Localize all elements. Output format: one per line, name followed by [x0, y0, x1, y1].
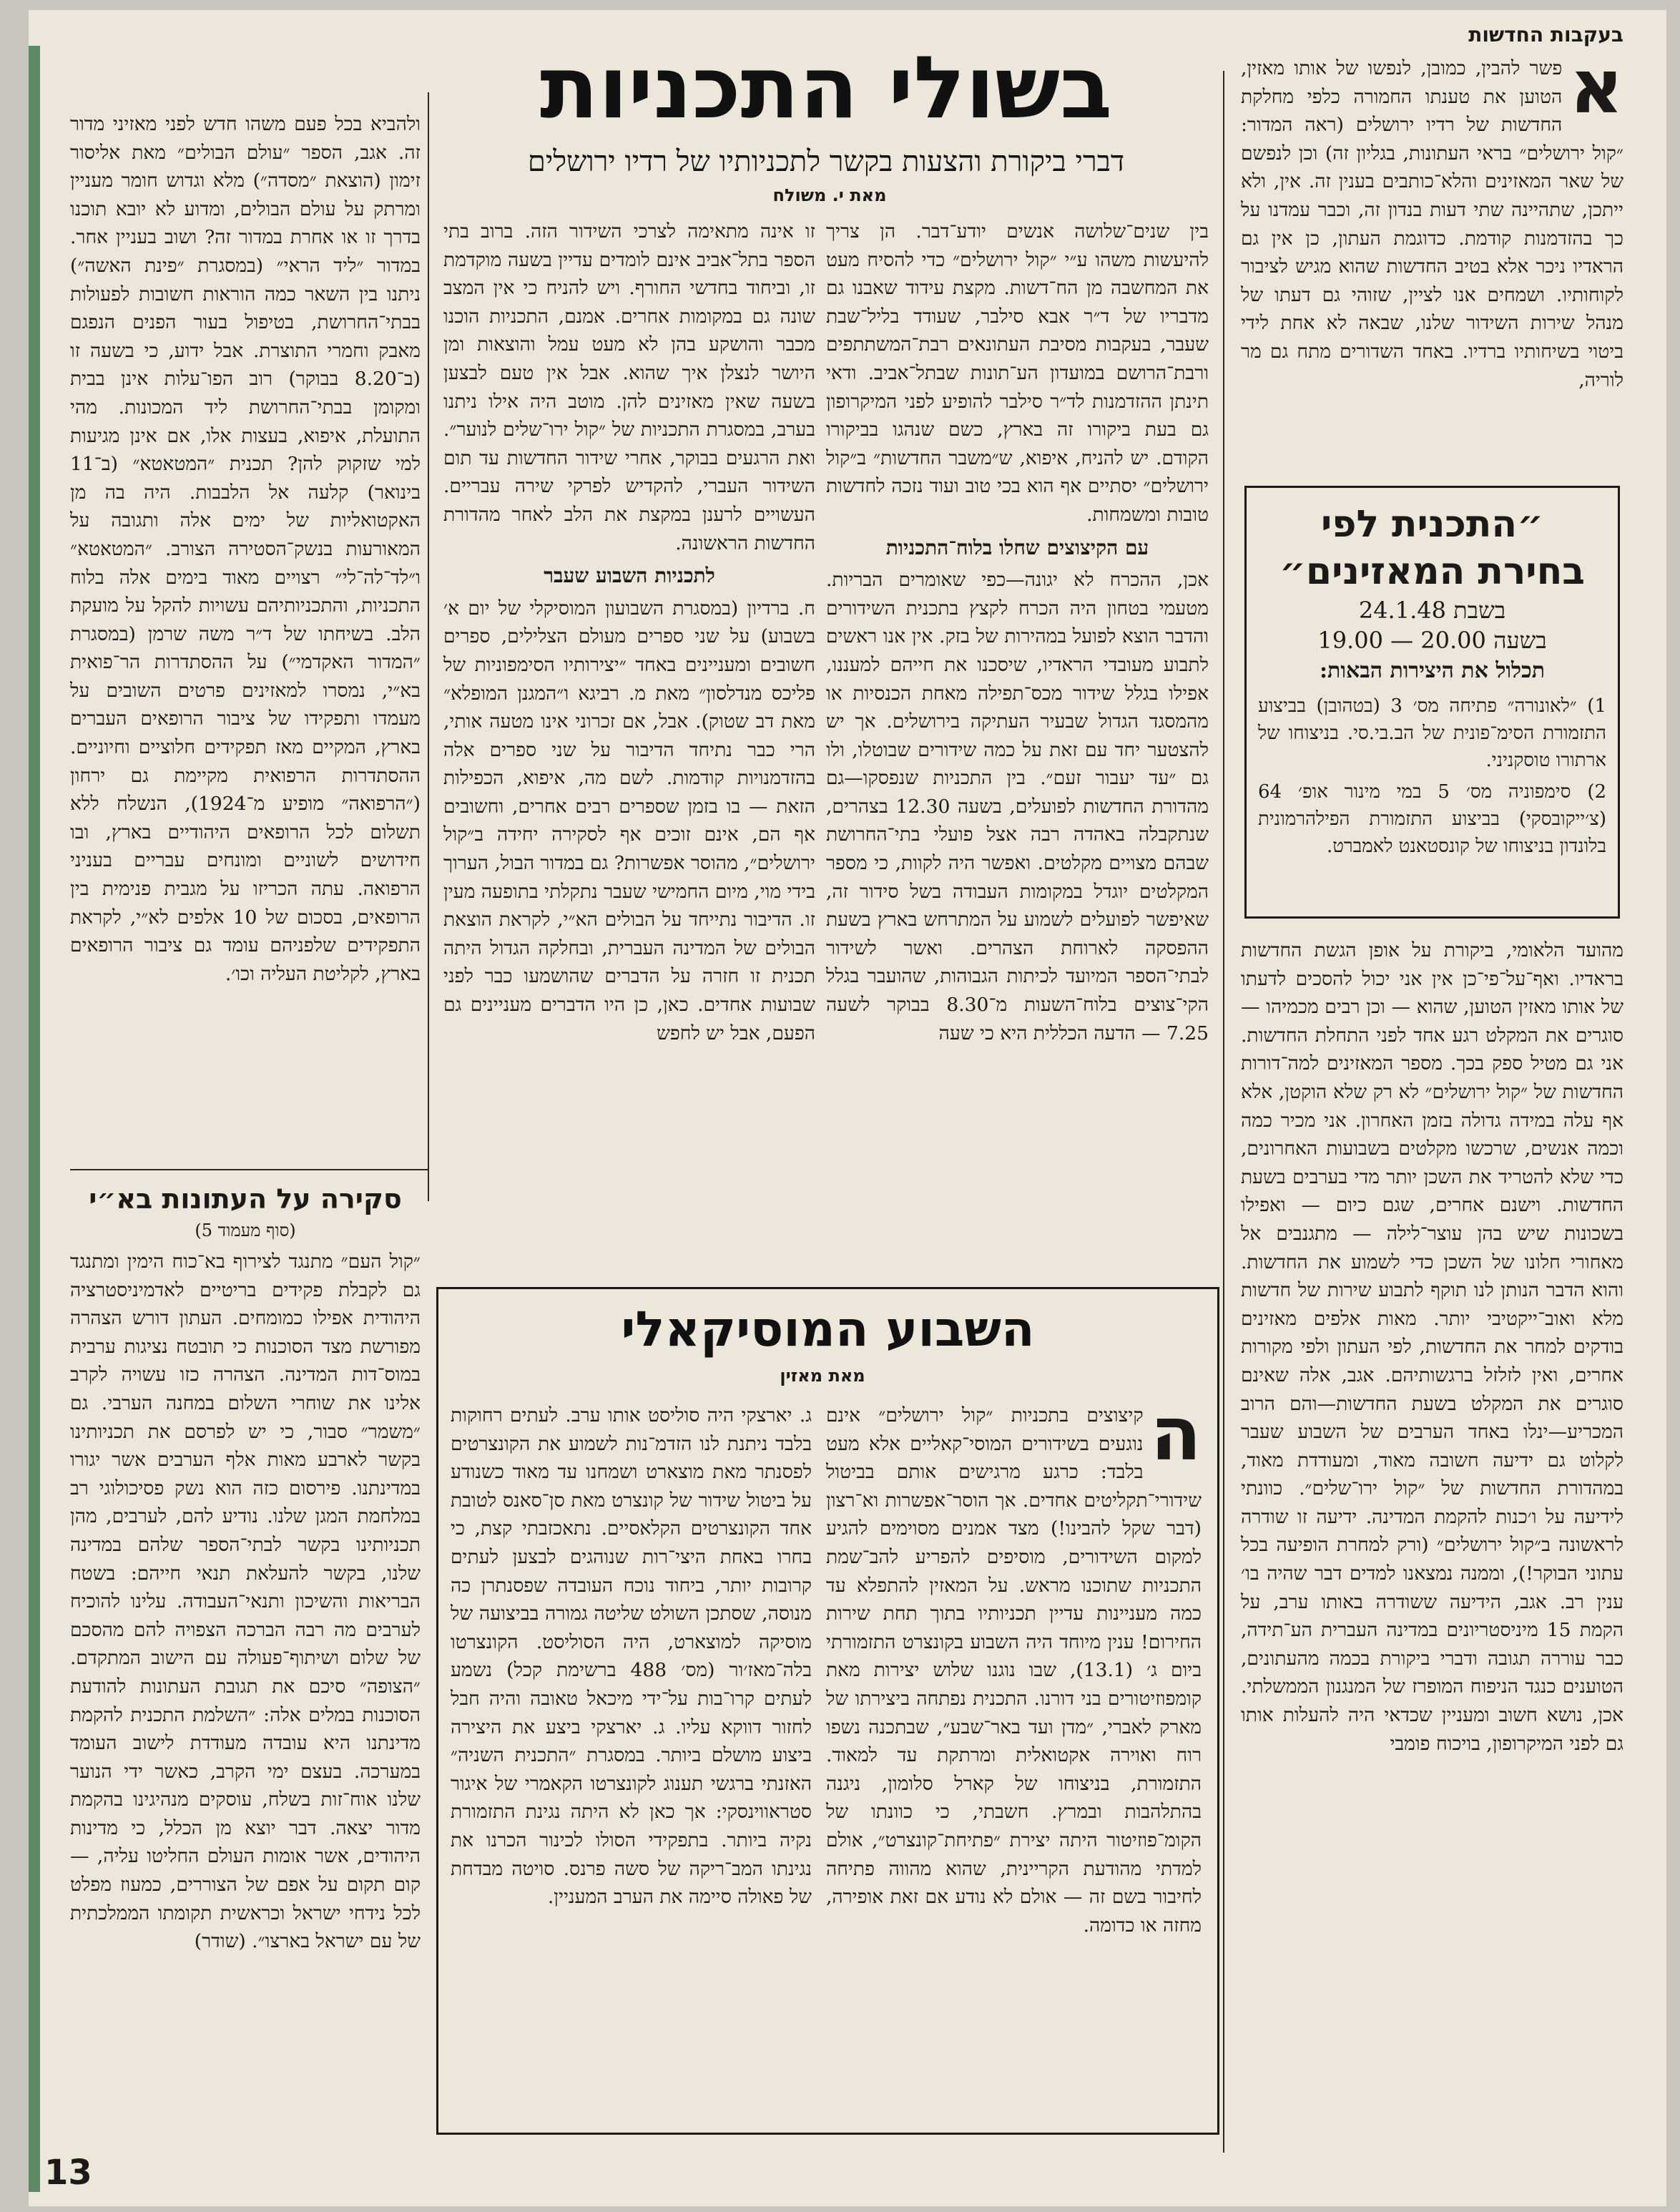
- main-col1-para2: אכן, ההכרח לא יגונה—כפי שאומרים הבריות. מטעמי בטחון היה הכרח לקצץ בתכנית השידורים והדבר הוצא לפועל במהירות של בזק. אין אנו ראשים לתבוע מעובדי הראדיו, שיסכנו את חייהם למעננו, אפילו בגלל שידור מכס־תפילה מאחת הכנסיות או מהמסגד הגדול שבעיר העתיקה בירושלים. אך יש להצטער יחד עם זאת על כמה שידורים שבוטלו, ולו גם ״עד יעבור זעם״. בין התכניות שנפסקו—גם מהדורת החדשות לפועלים, בשעה 12.30 בצהרים, שנתקבלה באהדה רבה אצל פועלי בתי־החרושת שבהם מצויים מקלטים. ואפשר היה לקוות, כי מספר המקלטים יוגדל במקומות העבודה בשל סידור זה, שאיפשר לפועלים לשמוע על המתרחש בארץ בשעת ההפסקה לארוחת הצהרים. ואשר לשידור לבתי־הספר המיועד לכיתות הגבוהות, שהועבר בגלל הקי־צוצים בלוח־השעות מ־8.30 בבוקר לשעה 7.25 — הדעה הכללית היא כי שעה: [826, 569, 1209, 1044]
- main-col1-para: בין שנים־שלושה אנשים יודע־דבר. הן צריך להיעשות משהו ע״י ״קול ירושלים״ כדי להסיח מעט את המחשבה מן הח־דשות. מקצת עידוד שאבנו גם מדבריו של ד״ר אבא סילבר, שעודד בליל־שבת שעבר, בעקבות מסיבת העתונאים רבת־המשתתפים ורבת־הרושם במועדון הע־תונות שבתל־אביב. ודאי תינתן ההזדמנות לד״ר סילבר להופיע לפני המיקרופון גם בעת ביקורו זה בארץ, כשם שנהגו בביקורו הקודם. יש להניח, איפוא, ש״משבר החדשות״ ב״קול ירושלים״ יסתיים אף הוא בכי טוב ועוד נזכה לחדשות טובות ומשמחות.: [826, 220, 1209, 526]
- section-label: בעקבות החדשות: [1468, 23, 1623, 47]
- music-col-2: ג. יארצקי היה סוליסט אותו ערב. לעתים רחוקות בלבד ניתנת לנו הזדמ־נות לשמוע את הקונצרטים לפסנתר מאת מוצארט ושמחנו עד מאוד כשנודע על ביטול שידור של קונצרט מאת סן־סאנס לטובת אחד הקונצרטים הקלאסיים. נתאכזבתי קצת, כי בחרו באחת היצי־רות שנוהגים לבצען לעתים קרובות יותר, ביחוד נוכח העובדה שפסנתרן כה מנוסה, שסתכן השולט שליטה גמורה בביצועה של מוסיקה למוצארט, היה הסוליסט. הקונצרטו בלה־מאז׳ור (מס׳ 488 ברשימת קכל) נשמע לעתים קרו־בות על־ידי מיכאל טאובה והיה חבל לחזור דווקא עליו. ג. יארצקי ביצע את היצירה ביצוע מושלם ביותר. במסגרת ״התכנית השניה״ האזנתי ברגשי תענוג לקונצרטו הקאמרי של איגור סטראווינסקי: אך כאן לא היתה נגינת התזמורת נקיה ביותר. בתפקידי הסולו לכינור הכרנו את נגינתו המב־ריקה של סשה פרנס. סויטה מבדחת של פאולה סיימה את הערב המעניין.: [451, 1404, 812, 1909]
- right-text-1: פשר להבין, כמובן, לנפשו של אותו מאזין, הטוען את טענתו החמורה כלפי מחלקת החדשות של רדיו ירושלים (ראה המדור: ״קול ירושלים״ בראי העתונות, בגליון זה) וכן לנפשם של שאר המאזינים והלא־כותבים בענין זה. אין, ולא ייתכן, שתהיינה שתי דעות בנדון זה, וכבר עמדנו על כך בהזדמנות קודמת. כדוגמת העתון, כן אין גם הראדיו ניכר אלא בטיב החדשות שהוא מגיש לציבור לקוחותיו. ושמחים אנו לציין, שזוהי גם דעתו של מנהל שירות השידור שלנו, שבאה לא אחת לידי ביטוי בשיחותיו ברדיו. באחד השדורים מתח גם מר לוריה,: [1241, 57, 1623, 391]
- music-title: השבוע המוסיקאלי: [621, 1301, 1035, 1358]
- right-column-text-bottom: מהועד הלאומי, ביקורת על אופן הגשת החדשות בראדיו. ואף־על־פי־כן אין אני יכול להסכים לדעתו של אותו מאזין הטוען, שהוא — וכן רבים מכמיהו — סוגרים את המקלט רגע אחד לפני התחלת החדשות. אני גם מטיל ספק בכך. מספר המאזינים למה־דורות החדשות של ״קול ירושלים״ לא רק שלא הוקטן, אלא אף עלה במידה גדולה בזמן האחרון. אני מכיר כמה וכמה אנשים, שרכשו מקלטים בשבועות האחרונים, כדי שלא להטריד את השכן יותר מדי בערבים בשעת החדשות. וישנם אחרים, שגם כיום — ואפילו בשכונות שיש בהן עוצר־לילה — מתגנבים אל מאחורי חלונו של השכן כדי לשמוע את החדשות. והוא הדבר הנותן לנו תוקף לתבוע שירות של חדשות מלא ואוב־ייקטיבי יותר. מאות אלפים מאזינים בודקים למחר את החדשות, לפי העתון ולפי מקורות אחרים, ואין לזלזל ברגשותיהם. אגב, אלה שאינם סוגרים את המקלט בשעת החדשות—והם הרוב המכריע—ינלו באחד הערבים של השבוע שעבר לקלוט גם ידיעה חשובה מאוד, ומעודדת מאוד, במהדורת החדשות של ״קול ירו־שלים״. כוונתי לידיעה על ו׳כנות להקמת המדינה. ידיעה זו שודרה לראשונה ב״קול ירושלים״ (ורק למחרת הופיעה בכל עתוני הבוקר!), וממנה נמצאנו למדים דבר שהיה בו׳ ענין רב. אגב, הידיעה ששודרה באותו ערב, על הקמת 15 מיניסטריונים במדינה העברית הע־תידה, כבר עוררה תגובה ודברי ביקורת בכמה מהעתונים, הטוענים כנגד הניפוח המופרז של המנגנון הממשלתי. אכן, נושא חשוב ומעניין שכדאי היה להעלות אותו גם לפני המיקרופון, בויכוח פומבי: [1241, 939, 1623, 1755]
- press-continuation-note: (סוף מעמוד 5): [195, 1220, 296, 1240]
- magazine-page: [29, 10, 1666, 2206]
- column-rule: [1223, 71, 1224, 2153]
- box-item-1: 1) ״לאונורה״ פתיחה מס׳ 3 (בטהובן) בביצוע התזמורת הסימ־פונית של הב.בי.סי. בניצוחו של ארתורו טוסקניני.: [1258, 695, 1606, 771]
- box-time: בשעה 20.00 — 19.00: [1317, 627, 1547, 654]
- press-title: סקירה על העתונות בא״י: [89, 1183, 402, 1215]
- page-number: 13: [44, 2153, 92, 2193]
- main-subtitle: דברי ביקורת והצעות בקשר לתכניותיו של רדיו ירושלים: [527, 145, 1125, 178]
- column-rule: [428, 92, 429, 1201]
- binding-strip: [29, 46, 40, 2192]
- main-byline: מאת י. משולח: [772, 185, 887, 205]
- section-rule: [70, 1169, 428, 1170]
- main-col-1: [826, 217, 1209, 1255]
- box-item-2: 2) סימפוניה מס׳ 5 במי מינור אופ׳ 64 (צ׳ייקובסקי) בביצוע התזמורת הפילהרמונית בלונדון בניצוחו של קונסטאנט לאמברט.: [1258, 781, 1607, 857]
- main-col-3: ולהביא בכל פעם משהו חדש לפני מאזיני מדור זה. אגב, הספר ״עולם הבולים״ מאת אליסור זימון (הוצאת ״מסדה״) מלא וגדוש חומר מעניין ומרתק על עולם הבולים, ומדוע לא יובא תוכנו בדרך זו או אחרת במדור זה? ושוב בעניין אחר. במדור ״ליד הראי״ (במסגרת ״פינת האשה״) ניתנו בין השאר כמה הוראות חשובות לפעולות בבתי־החרושת, בטיפול בעור הפנים הנפגם מאבק וחמרי התוצרת. אבל ידוע, כי בשעה זו (ב־8.20 בבוקר) רוב הפו־עלות אינן בבית ומקומן בבתי־החרושת ליד המכונות. מהי התועלת, איפוא, בעצות אלו, אם אינן מגיעות למי שזקוק להן? תכנית ״המטאטא״ (ב־11 בינואר) קלעה אל הלבבות. היה בה מן האקטואליות של ימים אלה ותגובה על המאורעות בנשק־הסטירה הצורב. ״המטאטא״ ו״לד־לה־לי״ רצויים מאוד בימים אלה בלוח התכניות, והתכניותיהם עשויות להקל על מועקת הלב. בשיחתו של ד״ר משה שרמן (במסגרת ״המדור האקדמי״) על ההסתדרות הר־פואית בא״י, נמסרו למאזינים פרטים השובים על מעמדו ותפקידו של ציבור הרופאים העברים בארץ, המקיים מאז תפקידים חלוציים וחיוניים. ההסתדרות הרפואית מקיימת גם ירחון (״הרפואה״ מופיע מ־1924), הנשלח ללא תשלום לכל הרופאים היהודיים בארץ, ובו חידושים לשוניים ומונחים עבריים בעניני הרפואה. עתה הכריזו על מגבית פנימית בין הרופאים, בסכום של 10 אלפים לא״י, לקראת התפקידים שלפניהם עומד גם ציבור הרופאים בארץ, לקליטת העליה וכו׳.: [70, 113, 421, 985]
- main-col2-para2: ח. ברדיון (במסגרת השבועון המוסיקלי של יום א׳ בשבוע) על שני ספרים מעולם הצלילים, ספרים חשובים ומעניינים באחד ״יצירותיו הסימפוניות של פליכס מנדלסון״ מאת מ. רביגא ו״המגנן המופלא״ מאת דב שטוק). אבל, אם זכרוני אינו מטעה אותי, הרי כבר נתיחד הדיבור על שני ספרים אלה בהזדמנויות קודמות. לשם מה, איפוא, הכפילות הזאת — בו בזמן שספרים רבים אחרים, וחשובים אף הם, אינם זוכים אף לסקירה יחידה ב״קול ירושלים״, מהוסר אפשרות? גם במדור הבול, הערוך בידי מוי, מיום החמישי שעבר נתקלתי בתופעה מעין זו. הדיבור נתייחד על הבולים הא״י, לקראת הוצאת הבולים של המדינה העברית, ובחלקה הגדול היתה תכנית זו חזרה על הדברים שהושמעו כבר לפני שבועות אחדים. כאן, כן היו הדברים מעניינים גם הפעם, אבל יש לחפש: [443, 597, 815, 1044]
- box-title-2: בחירת המאזינים״: [1279, 550, 1586, 593]
- music-byline: מאת מאזין: [780, 1366, 865, 1386]
- music-col1-text: קיצוצים בתכניות ״קול ירושלים״ אינם נוגעים בשידורים המוסי־קאליים אלא מעט בלבד: כרגע מרגישים אותם בביטול שידורי־תקליטים אחדים. אך הוסר־אפשרות וא־רצון (דבר שקל להבינו!) מצד אמנים מסוימים להגיע למקום השידורים, מוסיפים להפריע להב־שמת התכניות שתוכנו מראש. על המאזין להתפלא עד כמה מעניינות עדיין תכניותיו בתוך תחת שירות החירום! ענין מיוחד היה השבוע בקונצרט התזמורתי ביום ג׳ (13.1), שבו נוגנו שלוש יצירות מאת קומפוזיטורים בני דורנו. התכנית נפתחה ביצירתו של מארק לאברי, ״מדן ועד באר־שבע״, שבתכנה נשפו רוח ואוירה אקטואלית ומרתקת עד למאוד. התזמורת, בניצוחו של קארל סלומון, ניגנה בהתלהבות ובמרץ. חשבתי, כי כוונתו של הקומ־פוזיטור היתה יצירת ״פתיחת־קונצרט״, אולם למדתי מהודעת הקריינית, שהוא מהווה פתיחה לחיבור בשם זה — אולם לא נודע אם זאת אופירה, מחזה או כדומה.: [826, 1404, 1202, 1937]
- box-date: בשבת 24.1.48: [1358, 597, 1506, 624]
- music-drop-cap: ה: [1150, 1401, 1202, 1477]
- main-col2-para: זו אינה מתאימה לצרכי השידור הזה. ברוב בתי הספר בתל־אביב אינם לומדים עדיין בשעה מוקדמת זו, וביחוד בחדשי החורף. ויש להניח כי אין המצב שונה גם במקומות אחרים. אמנם, התכניות הוכנו מכבר והושקע בהן לא מעט עמל והוצאות ומן היושר לנצלן איך שהוא. אבל אין טעם לבצען בשעה שאין מאזינים להן. מוטב היה אילו ניתנו בערב, במסגרת התכניות של ״קול ירו־שלים לנוער״. ואת הרגעים בבוקר, אחרי שידור החדשות עד תום השידור העברי, להקדיש לפרקי שירה עבריים. העשויים לרענן במקצת את הלב לאחר מהדורת החדשות הראשונה.: [443, 220, 815, 554]
- music-col-1: [826, 1401, 1202, 2124]
- main-col-2: [443, 217, 815, 1255]
- main-col2-subhead: לתכניות השבוע שעבר: [544, 564, 715, 588]
- box-title-1: ״התכנית לפי: [1320, 503, 1544, 546]
- press-text: ״קול העם״ מתנגד לצירוף בא־כוח הימין ומתנגד גם לקבלת פקידים בריטיים לאדמיניסטרציה היהודית אפילו כמומחים. העתון דורש הצהרה מפורשת מצד הסוכנות כי תובטח נציגות ערבית במוס־דות המדינה. הצהרה כזו עשויה לקרב אלינו את שוחרי השלום במחנה הערבי. גם ״משמר״ סבור, כי יש לפרסם את תכניותינו בקשר לארבע מאות אלף הערבים אשר יגורו במדינתנו. פירסום כזה הוא נשק פסיכולוגי רב במלחמת המגן שלנו. נודיע להם, לערבים, מהן תכניותינו בקשר לבתי־הספר שלהם במדינה שלנו, בקשר להעלאת תנאי חייהם: בשטח הבריאות והשיכון ותנאי־העבודה. עלינו להוכיח לערבים מה רבה הברכה הצפויה להם מהסכם של שלום ושיתוף־פעולה עם הישוב המתקדם. ״הצופה״ סיכם את תגובת העתונות להודעת הסוכנות במלים אלה: ״השלמת התכנית להקמת מדינתנו היא עובדה מעודדת לישוב העומד במערכה. בעצם ימי הקרב, כאשר ידי הנוער שלנו אוח־זות בשלח, עוסקים מנהיגינו בהקמת מדור יצאה. דבר יוצא מן הכלל, כי מדינות היהודים, אשר אומות העולם החליטו עליה, — קום תקום על אפם של הצוררים, כמעוז מפלט לכל נידחי ישראל וכראשית תקומתו הממלכתית של עם ישראל בארצו״. (שודר): [70, 1251, 421, 1953]
- main-col1-subhead: עם הקיצוצים שחלו בלוח־התכניות: [885, 535, 1149, 559]
- listener-choice-box: [1244, 486, 1620, 919]
- main-title: בשולי התכניות: [539, 39, 1113, 138]
- box-intro: תכלול את היצירות הבאות:: [1319, 658, 1546, 683]
- drop-cap: א: [1569, 54, 1623, 130]
- right-column-text-top: [1241, 54, 1623, 476]
